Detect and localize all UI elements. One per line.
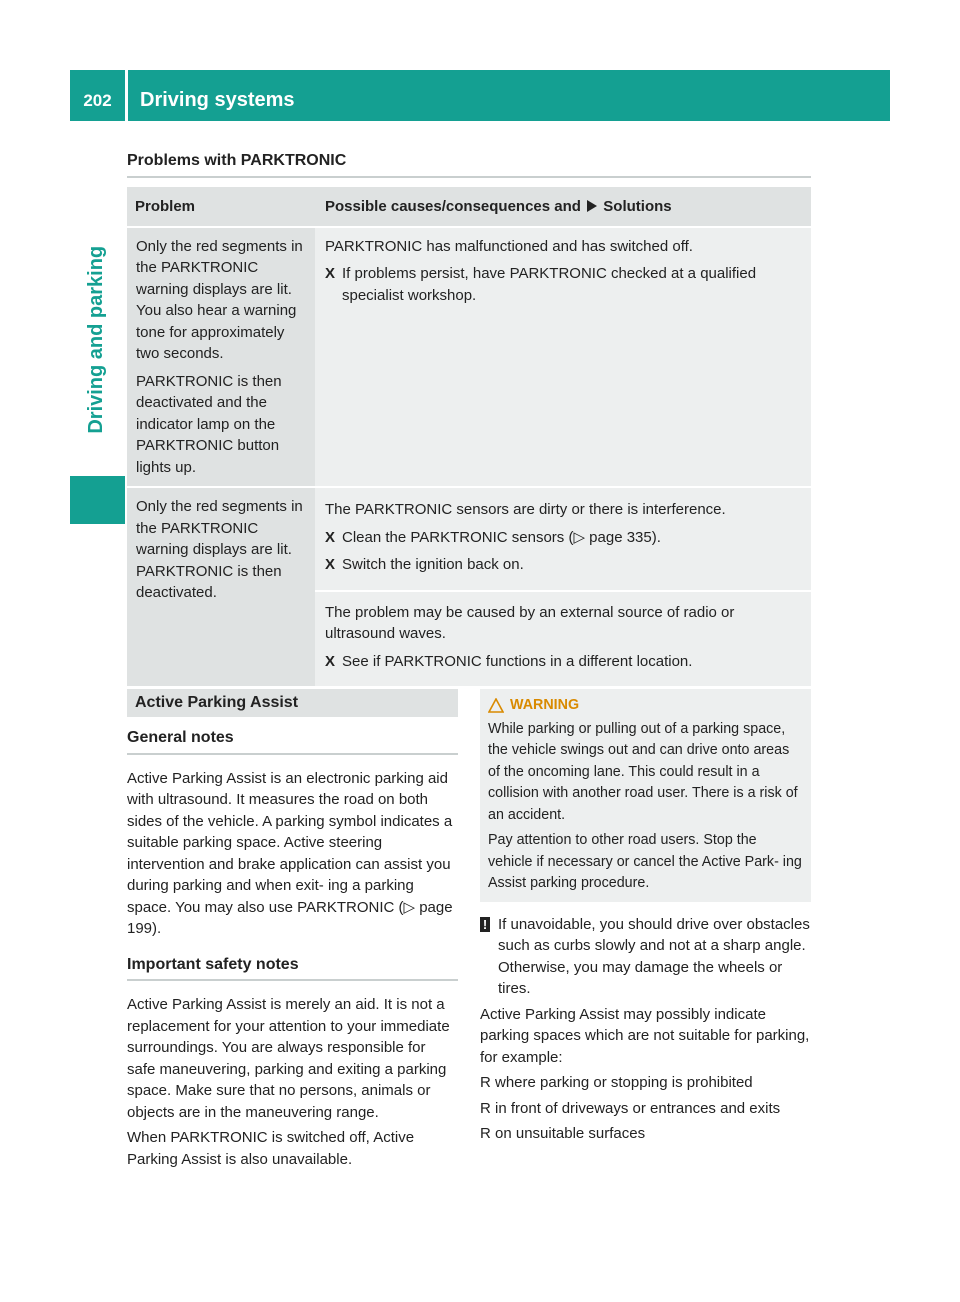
list-item-text: on unsuitable surfaces [495, 1125, 646, 1142]
problem-cell [127, 228, 315, 487]
column-header-causes [315, 187, 811, 226]
note-text: If unavoidable, you should drive over obstacles such as curbs slowly and not at a sharp angle. Otherwise, you may damage the wheels or tires. [498, 915, 810, 997]
problem-text: Only the red segments in the PARKTRONIC warning displays are lit. You also hear a warning tone for approximately two seconds. [136, 237, 303, 362]
problem-text: PARKTRONIC is then deactivated and the indicator lamp on the PARKTRONIC button lights up. [136, 372, 282, 476]
table-row [127, 228, 811, 487]
list-item-text: in front of driveways or entrances and exits [495, 1099, 781, 1117]
cause-text: The problem may be caused by an external source of radio or ultrasound waves. [325, 603, 735, 642]
safety-text: Active Parking Assist is merely an aid. It is not a replacement for your attention to your immediate surroundings. You are always responsible for safe maneuvering, parking and exiting a parking space. Make sure that no persons, animals or objects are in the maneuvering range. [127, 996, 450, 1121]
subsection-rule [127, 979, 458, 981]
side-tab [72, 200, 122, 480]
list-item [480, 1098, 811, 1120]
warning-text: Pay attention to other road users. Stop the vehicle if necessary or cancel the Active Park- ing Assist parking procedure. [488, 832, 802, 891]
table-row [127, 488, 811, 590]
caution-icon: ! [480, 917, 490, 932]
solution-cell [315, 592, 811, 687]
general-notes-title: General notes [127, 729, 234, 746]
solution-step [325, 527, 803, 549]
section-heading: Active Parking Assist [135, 694, 299, 711]
step-marker: X [325, 652, 336, 670]
bullet-marker: R [480, 1074, 491, 1091]
step-text: If problems persist, have PARKTRONIC checked at a qualified specialist workshop. [342, 265, 757, 304]
step-text: Switch the ignition back on. [342, 556, 524, 573]
safety-notes-title: Important safety notes [127, 955, 299, 973]
general-notes-text: Active Parking Assist is an electronic parking aid with ultrasound. It measures the road on both sides of the vehicle. A parking symbol indicates a suitable parking space. Active steering intervention and brake application can assist you during parking and when exit- ing a parking space. You may also use PARKTRONIC (▷ page 199). [127, 769, 453, 937]
step-marker: X [325, 528, 336, 546]
column-header-problem: Problem [127, 187, 315, 226]
safety-text: When PARKTRONIC is switched off, Active Parking Assist is also unavailable. [127, 1129, 415, 1168]
solutions-header-text: Solutions [603, 198, 672, 215]
solution-cell [315, 228, 811, 487]
problems-table [127, 185, 811, 688]
intro-text: Active Parking Assist may possibly indicate parking spaces which are not suitable for parking, for example: [480, 1005, 810, 1066]
solution-step [325, 554, 803, 576]
step-text: See if PARKTRONIC functions in a different location. [342, 652, 693, 670]
page-number: 202 [70, 70, 125, 121]
warning-text: While parking or pulling out of a parking space, the vehicle swings out and can drive onto areas of the oncoming lane. This could result in a collision with another road user. There is a risk of an accident. [488, 720, 798, 823]
warning-label: WARNING [510, 697, 580, 713]
warning-header [488, 695, 803, 717]
step-marker: X [325, 556, 336, 573]
right-column [480, 689, 811, 1149]
chapter-title: Driving systems [128, 70, 890, 121]
causes-header-text: Possible causes/consequences and [325, 198, 581, 215]
problem-cell [127, 488, 315, 686]
warning-box [480, 689, 811, 902]
step-marker: X [325, 265, 336, 282]
bullet-marker: R [480, 1125, 491, 1142]
problems-title: Problems with PARKTRONIC [127, 152, 347, 169]
solutions-arrow-icon [587, 200, 597, 212]
side-tab-block [70, 476, 125, 524]
warning-triangle-icon [488, 698, 504, 713]
note-item [480, 914, 811, 1000]
section-heading-bar [127, 689, 458, 717]
list-item [480, 1123, 811, 1145]
list-item [480, 1072, 811, 1094]
subsection-rule [127, 753, 458, 755]
bullet-marker: R [480, 1099, 491, 1117]
solution-step [325, 651, 803, 673]
left-column [127, 689, 458, 1174]
table-header-row [127, 187, 811, 226]
list-item-text: where parking or stopping is prohibited [495, 1074, 753, 1091]
step-text: Clean the PARKTRONIC sensors (▷ page 335). [342, 528, 661, 546]
cause-text: PARKTRONIC has malfunctioned and has switched off. [325, 237, 693, 255]
side-tab-label: Driving and parking [85, 246, 108, 434]
solution-step [325, 263, 803, 306]
cause-text: The PARKTRONIC sensors are dirty or there is interference. [325, 501, 726, 518]
problem-text: Only the red segments in the PARKTRONIC warning displays are lit. PARKTRONIC is then deactivated. [136, 498, 303, 601]
title-rule [127, 176, 811, 178]
solution-cell [315, 488, 811, 590]
